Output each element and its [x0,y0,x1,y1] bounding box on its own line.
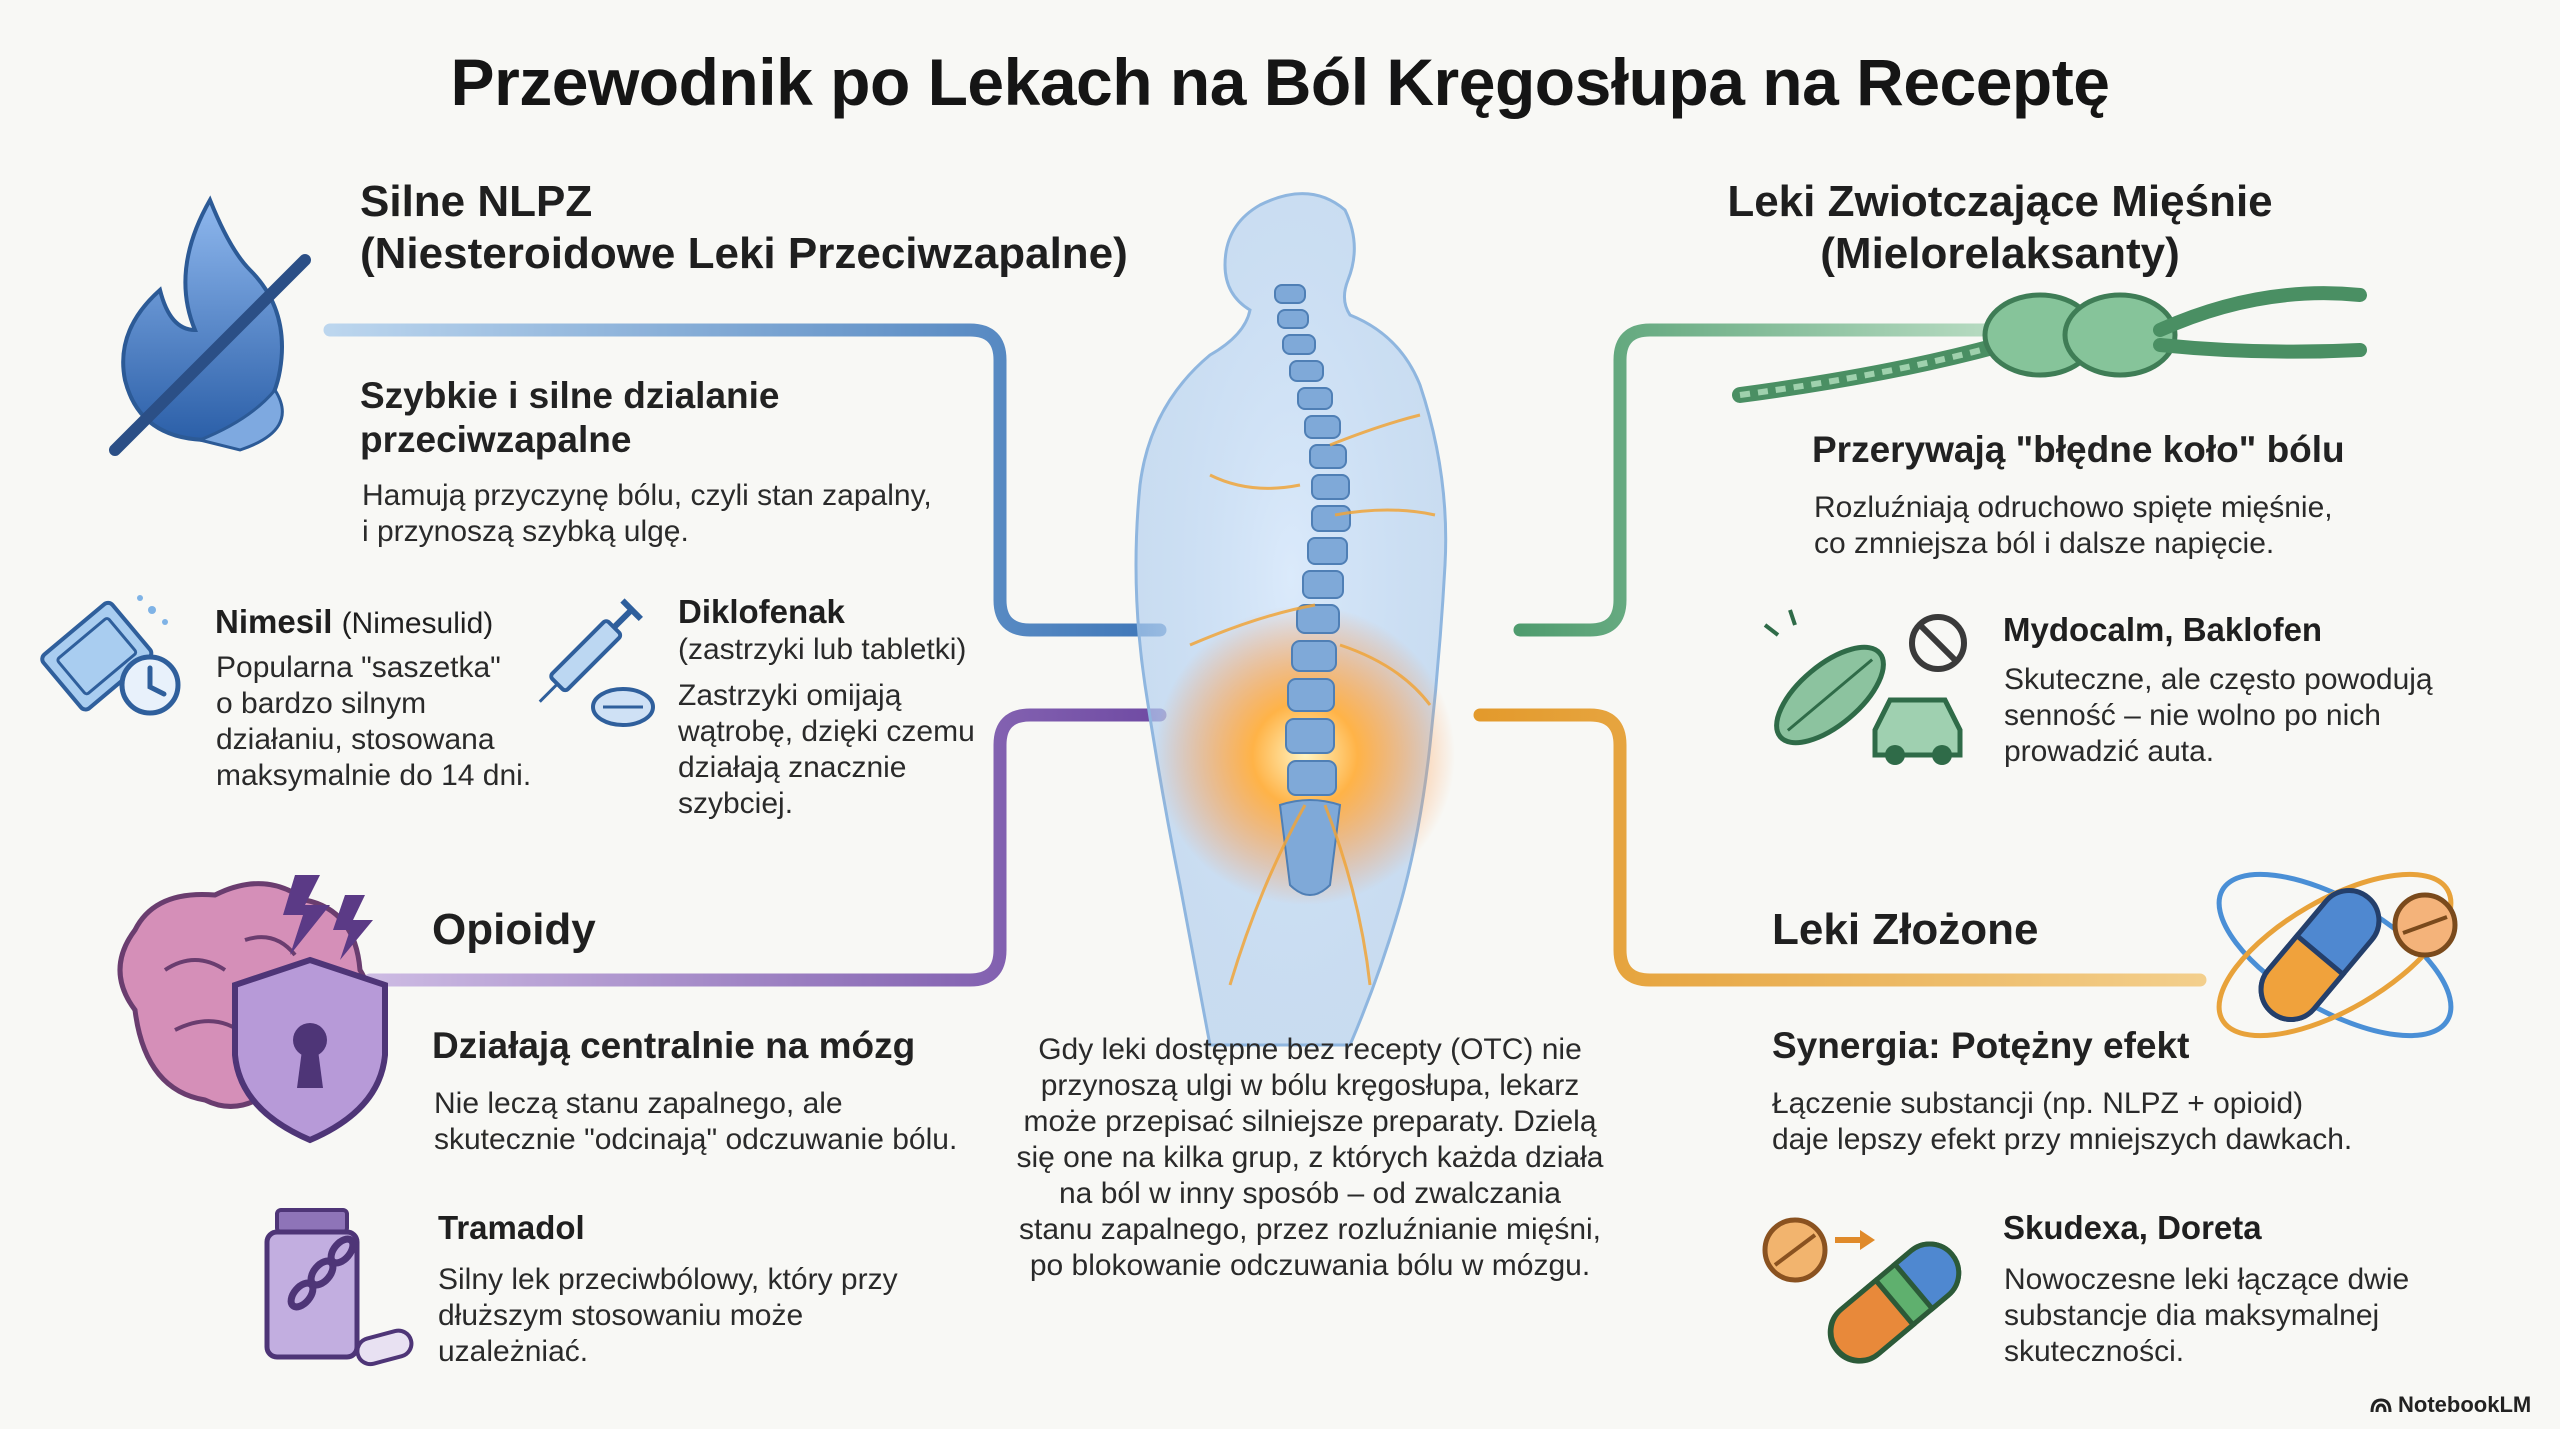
nimesil-line-4: maksymalnie do 14 dni. [216,759,532,792]
tramadol-line-2: dłuższym stosowaniu może [438,1299,804,1332]
diklofenak-line-1: Zastrzyki omijają [678,679,902,712]
opioids-desc-line1: Nie leczą stanu zapalnego, ale [434,1087,843,1120]
combined-title: Leki Złożone [1772,905,2039,954]
brand-label: NotebookLM [2398,1392,2532,1417]
skudexa-name: Skudexa, Doreta [2003,1209,2262,1246]
nsaid-desc-line2: i przynoszą szybką ulgę. [362,515,689,548]
relaxants-desc-line2: co zmniejsza ból i dalsze napięcie. [1814,527,2275,560]
tramadol-line-1: Silny lek przeciwbólowy, który przy [438,1263,898,1296]
center-line-5: na ból w inny sposób – od zwalczania [1059,1177,1561,1210]
center-line-6: stanu zapalnego, przez rozluźnianie mięśni, [1019,1213,1601,1246]
notebooklm-logo-icon [2370,1396,2392,1414]
muscle-no-car-icon [1760,605,1970,770]
nsaid-subtitle-line1: Szybkie i silne dzialanie [360,375,780,416]
nimesil-name: Nimesil [215,603,333,640]
pill-bottle-chain-icon [262,1205,422,1375]
center-description [990,1032,1630,1284]
diklofenak-line-4: szybciej. [678,787,794,820]
combined-desc-line1: Łączenie substancji (np. NLPZ + opioid) [1772,1087,2304,1120]
combined-subtitle: Synergia: Potężny efekt [1772,1025,2190,1066]
nimesil-line-2: o bardzo silnym [216,687,427,720]
diklofenak-name: Diklofenak [678,593,845,630]
nimesil-name-row [215,602,493,644]
sachet-clock-icon [40,590,190,730]
nimesil-line-1: Popularna "saszetka" [216,651,501,684]
spine-figure-image [1100,185,1500,1045]
opioids-desc-line2: skutecznie "odcinają" odczuwanie bólu. [434,1123,958,1156]
skudexa-line-2: substancje dia maksymalnej [2004,1299,2380,1332]
syringe-pill-icon [515,595,665,735]
opioids-subtitle: Działają centralnie na mózg [432,1025,916,1066]
skudexa-line-3: skuteczności. [2004,1335,2185,1368]
skudexa-line-1: Nowoczesne leki łączące dwie [2004,1263,2410,1296]
center-line-2: przynoszą ulgi w bólu kręgosłupa, lekarz [1040,1069,1580,1102]
mydocalm-line-3: prowadzić auta. [2004,735,2215,768]
flame-icon [100,190,330,460]
nsaid-desc-line1: Hamują przyczynę bólu, czyli stan zapalny, [362,479,932,512]
mydocalm-line-2: senność – nie wolno po nich [2004,699,2381,732]
combined-desc-line2: daje lepszy efekt przy mniejszych dawkach. [1772,1123,2353,1156]
opioids-title: Opioidy [432,905,596,954]
diklofenak-name-sub: (zastrzyki lub tabletki) [678,633,967,666]
diklofenak-line-3: działają znacznie [678,751,907,784]
page-title: Przewodnik po Lekach na Ból Kręgosłupa na Receptę [450,45,2110,119]
knot-rope-icon [1740,275,2380,415]
center-line-7: po blokowanie odczuwania bólu w mózgu. [1029,1249,1591,1282]
nimesil-name-sub: (Nimesulid) [341,607,494,640]
relaxants-subtitle: Przerywają "błędne koło" bólu [1812,429,2345,470]
pill-capsule-combo-icon [1760,1195,1970,1365]
tramadol-line-3: uzależniać. [438,1335,589,1368]
nsaid-subtitle-line2: przeciwzapalne [360,419,632,460]
tramadol-name: Tramadol [438,1209,585,1246]
notebooklm-watermark [2370,1392,2531,1418]
nimesil-line-3: działaniu, stosowana [216,723,495,756]
mydocalm-line-1: Skuteczne, ale często powodują [2004,663,2433,696]
brain-shield-icon [95,860,415,1150]
relaxants-title-line2: (Mielorelaksanty) [1820,229,2180,278]
center-line-3: może przepisać silniejsze preparaty. Dzielą [1023,1105,1597,1138]
nsaid-title-line2: (Niesteroidowe Leki Przeciwzapalne) [360,229,1128,278]
capsule-atom-icon [2190,830,2480,1080]
relaxants-title-line1: Leki Zwiotczające Mięśnie [1727,177,2273,226]
mydocalm-name: Mydocalm, Baklofen [2003,611,2323,648]
diklofenak-line-2: wątrobę, dzięki czemu [678,715,975,748]
nsaid-title-line1: Silne NLPZ [360,177,593,226]
center-line-1: Gdy leki dostępne bez recepty (OTC) nie [1038,1033,1582,1066]
center-line-4: się one na kilka grup, z których każda działa [1016,1141,1604,1174]
relaxants-desc-line1: Rozluźniają odruchowo spięte mięśnie, [1814,491,2333,524]
